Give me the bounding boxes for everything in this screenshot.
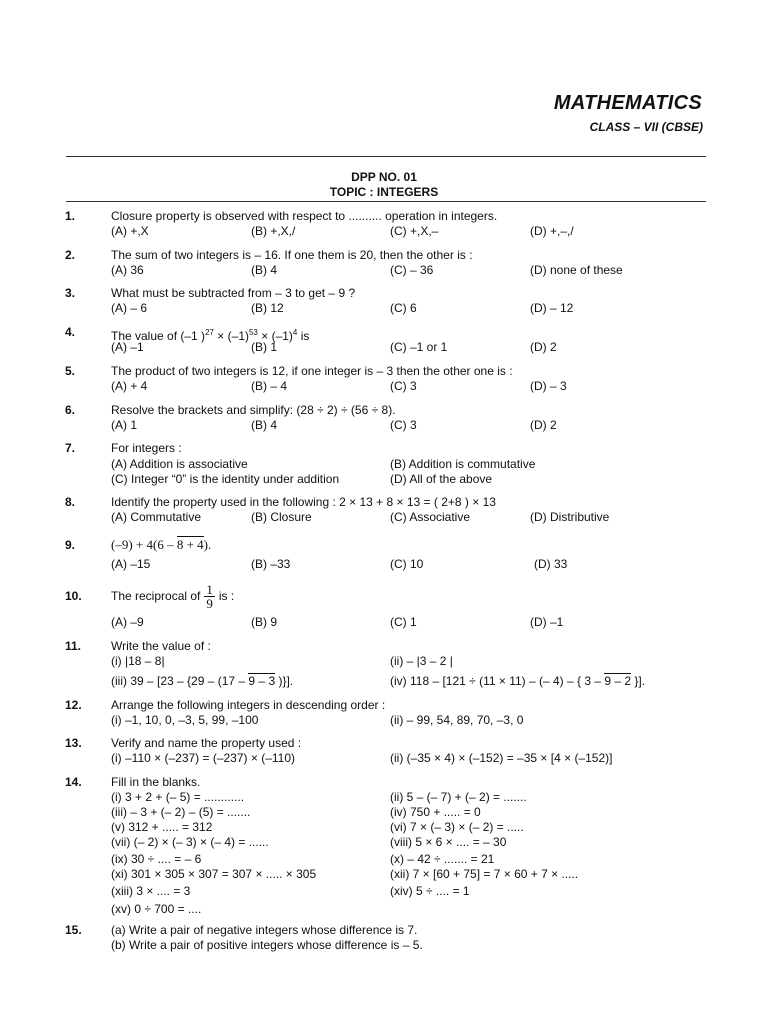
question-text: For integers :: [111, 441, 182, 455]
question-number: 2.: [65, 248, 76, 262]
option-d: (D) 33: [534, 557, 568, 571]
option-c: (C) 10: [390, 557, 424, 571]
topic-heading: TOPIC : INTEGERS: [329, 185, 439, 199]
fill-blank-item: (iv) 750 + ..... = 0: [390, 805, 481, 819]
question-text: Identify the property used in the following : 2 × 13 + 8 × 13 = ( 2+8 ) × 13: [111, 495, 496, 509]
expr-part: is :: [218, 589, 235, 603]
question-number: 11.: [65, 639, 82, 653]
option-d: (D) All of the above: [390, 472, 493, 486]
option-b: (B) 12: [251, 301, 284, 315]
question-number: 15.: [65, 923, 82, 937]
option-c: (C) –1 or 1: [390, 340, 448, 354]
option-a: (A) –9: [111, 615, 144, 629]
option-b: (B) – 4: [251, 379, 288, 393]
option-c: (C) 3: [390, 418, 417, 432]
option-b: (B) 9: [251, 615, 278, 629]
math-expression: [111, 537, 211, 552]
option-a: (A) –15: [111, 557, 151, 571]
question-text: The sum of two integers is – 16. If one them is 20, then the other is :: [111, 248, 473, 262]
option-b: (B) Closure: [251, 510, 312, 524]
overline-term: 9 – 2: [604, 674, 632, 688]
dpp-number: DPP NO. 01: [351, 170, 417, 184]
question-number: 10.: [65, 589, 82, 603]
question-number: 1.: [65, 209, 76, 223]
top-divider: [66, 156, 706, 157]
overline-term: 8 + 4: [176, 537, 204, 552]
expr-part: × (–1): [213, 329, 249, 343]
fraction-numerator: 1: [206, 582, 213, 598]
expr-part: (iv) 118 – [121 ÷ (11 × 11) – (– 4) – { 3 –: [390, 674, 605, 688]
topic-divider: [66, 201, 706, 202]
expr-part: (–9) + 4(6 –: [111, 537, 177, 552]
option-d: (D) –1: [530, 615, 564, 629]
sub-item: (i) –1, 10, 0, –3, 5, 99, –100: [111, 713, 259, 727]
question-number: 7.: [65, 441, 76, 455]
question-number: 13.: [65, 736, 82, 750]
option-d: (D) 2: [530, 340, 557, 354]
overline-term: 9 – 3: [248, 674, 276, 688]
expr-part: The reciprocal of: [111, 589, 201, 603]
option-d: (D) – 12: [530, 301, 574, 315]
option-a: (A) Addition is associative: [111, 457, 248, 471]
option-c: (C) Associative: [390, 510, 471, 524]
fill-blank-item: (xi) 301 × 305 × 307 = 307 × ..... × 305: [111, 867, 317, 881]
option-b: (B) 1: [251, 340, 278, 354]
option-a: (A) + 4: [111, 379, 148, 393]
fill-blank-item: (i) 3 + 2 + (– 5) = ............: [111, 790, 245, 804]
option-c: (C) 1: [390, 615, 417, 629]
option-c: (C) +,X,–: [390, 224, 439, 238]
option-a: (A) – 6: [111, 301, 148, 315]
option-b: (B) 4: [251, 418, 278, 432]
fill-blank-item: (xiii) 3 × .... = 3: [111, 884, 191, 898]
fill-blank-item: (vii) (– 2) × (– 3) × (– 4) = ......: [111, 835, 269, 849]
option-a: (A) +,X: [111, 224, 149, 238]
exponent: 27: [205, 328, 214, 337]
question-number: 8.: [65, 495, 76, 509]
sub-item: [111, 674, 293, 689]
option-b: (B) –33: [251, 557, 291, 571]
question-number: 14.: [65, 775, 82, 789]
fill-blank-item: (xv) 0 ÷ 700 = ....: [111, 902, 202, 916]
option-c: (C) 3: [390, 379, 417, 393]
question-number: 6.: [65, 403, 76, 417]
class-subtitle: CLASS – VII (CBSE): [589, 120, 703, 134]
question-text: [111, 580, 234, 612]
fill-blank-item: (xii) 7 × [60 + 75] = 7 × 60 + 7 × .....: [390, 867, 579, 881]
option-a: (A) –1: [111, 340, 144, 354]
question-text: The product of two integers is 12, if one integer is – 3 then the other one is :: [111, 364, 513, 378]
sub-item: (b) Write a pair of positive integers whose difference is – 5.: [111, 938, 423, 952]
fill-blank-item: (viii) 5 × 6 × .... = – 30: [390, 835, 507, 849]
fill-blank-item: (ix) 30 ÷ .... = – 6: [111, 852, 202, 866]
fill-blank-item: (ii) 5 – (– 7) + (– 2) = .......: [390, 790, 527, 804]
exponent: 53: [248, 328, 258, 337]
sub-item: [390, 674, 645, 689]
question-text: Write the value of :: [111, 639, 211, 653]
sub-item: (ii) – |3 – 2 |: [390, 654, 453, 668]
option-b: (B) 4: [251, 263, 278, 277]
option-a: (A) Commutative: [111, 510, 202, 524]
option-d: (D) none of these: [530, 263, 623, 277]
sub-item: (ii) (–35 × 4) × (–152) = –35 × [4 × (–152)]: [390, 751, 613, 765]
sub-item: (ii) – 99, 54, 89, 70, –3, 0: [390, 713, 524, 727]
fill-blank-item: (iii) – 3 + (– 2) – (5) = .......: [111, 805, 251, 819]
exponent: 4: [292, 328, 298, 337]
fraction-denominator: 9: [206, 596, 213, 612]
question-text: Closure property is observed with respect to .......... operation in integers.: [111, 209, 498, 223]
sub-item: (i) –110 × (–237) = (–237) × (–110): [111, 751, 295, 765]
option-c: (C) Integer “0” is the identity under addition: [111, 472, 340, 486]
option-c: (C) 6: [390, 301, 417, 315]
expr-part: )}].: [275, 674, 294, 688]
option-b: (B) +,X,/: [251, 224, 296, 238]
sub-item: (i) |18 – 8|: [111, 654, 165, 668]
option-a: (A) 36: [111, 263, 144, 277]
expr-part: × (–1): [257, 329, 293, 343]
option-b: (B) Addition is commutative: [390, 457, 536, 471]
option-d: (D) +,–,/: [530, 224, 574, 238]
question-text: Verify and name the property used :: [111, 736, 302, 750]
question-number: 3.: [65, 286, 76, 300]
question-text: What must be subtracted from – 3 to get – 9 ?: [111, 286, 356, 300]
question-number: 12.: [65, 698, 82, 712]
question-text: Fill in the blanks.: [111, 775, 201, 789]
expr-part: The value of (–1 ): [111, 329, 206, 343]
option-d: (D) – 3: [530, 379, 567, 393]
option-c: (C) – 36: [390, 263, 434, 277]
fraction: [204, 583, 215, 610]
option-d: (D) 2: [530, 418, 557, 432]
expr-part: }].: [631, 674, 646, 688]
sub-item: (a) Write a pair of negative integers whose difference is 7.: [111, 923, 418, 937]
fill-blank-item: (x) – 42 ÷ ....... = 21: [390, 852, 495, 866]
expr-part: ).: [203, 537, 212, 552]
fill-blank-item: (v) 312 + ..... = 312: [111, 820, 213, 834]
question-number: 5.: [65, 364, 76, 378]
option-d: (D) Distributive: [530, 510, 610, 524]
option-a: (A) 1: [111, 418, 138, 432]
question-number: 9.: [65, 538, 76, 552]
fill-blank-item: (vi) 7 × (– 3) × (– 2) = .....: [390, 820, 524, 834]
question-number: 4.: [65, 325, 76, 339]
expr-part: (iii) 39 – [23 – {29 – (17 –: [111, 674, 249, 688]
page-title: MATHEMATICS: [553, 92, 702, 114]
fill-blank-item: (xiv) 5 ÷ .... = 1: [390, 884, 470, 898]
question-text: Resolve the brackets and simplify: (28 ÷ 2) ÷ (56 ÷ 8).: [111, 403, 396, 417]
question-text: Arrange the following integers in descending order :: [111, 698, 386, 712]
expr-part: is: [297, 329, 310, 343]
